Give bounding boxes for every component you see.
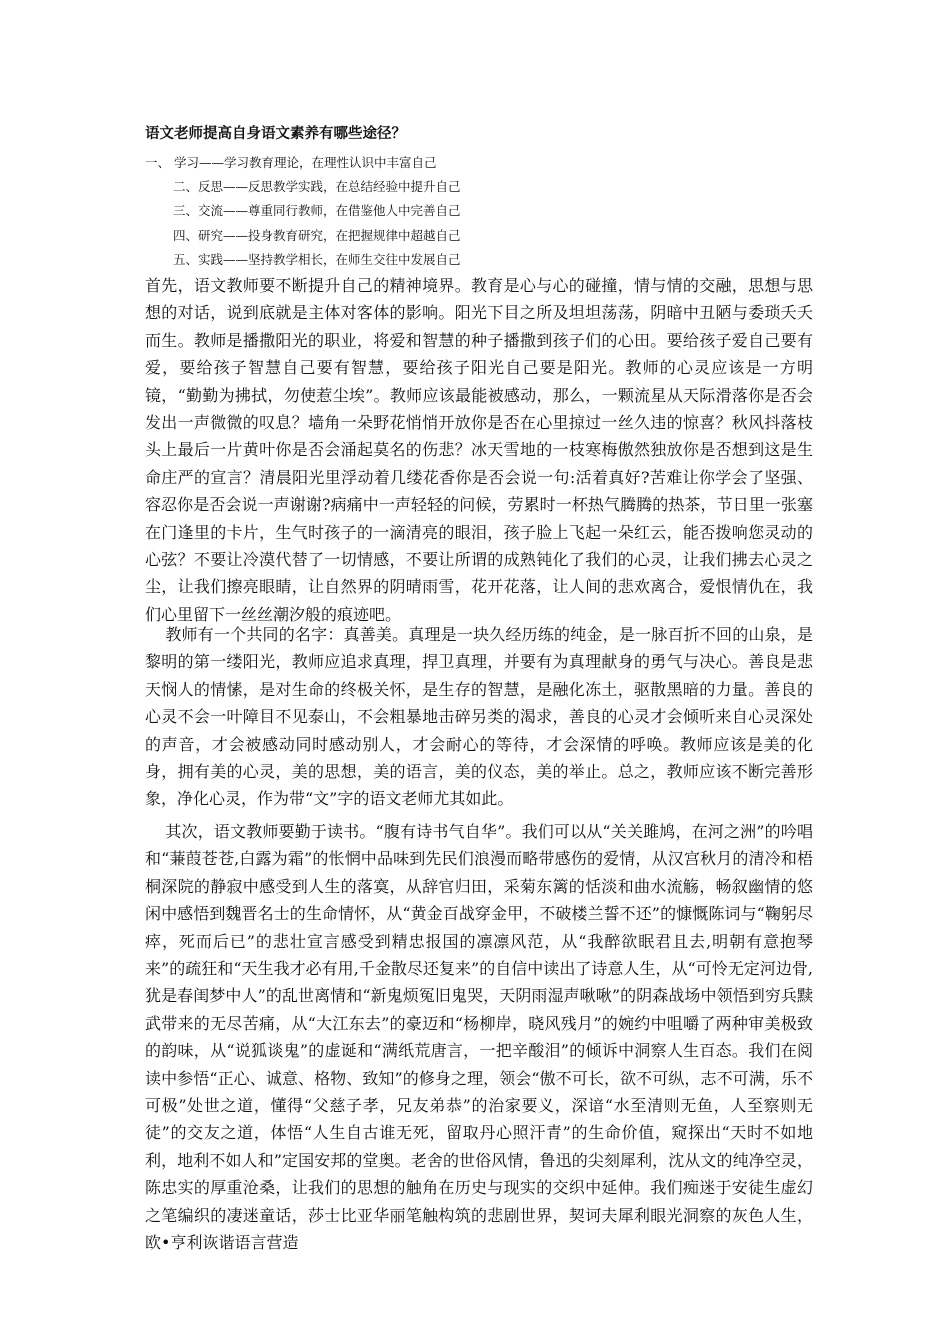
outline-item: 二、反思——反思教学实践，在总结经验中提升自己 <box>173 179 461 195</box>
outline-item: 五、实践——坚持教学相长，在师生交往中发展自己 <box>173 251 461 267</box>
outline-item: 四、研究——投身教育研究，在把握规律中超越自己 <box>173 227 461 243</box>
body-paragraph: 首先，语文教师要不断提升自己的精神境界。教育是心与心的碰撞，情与情的交融，思想与思想的对话，说到底就是主体对客体的影响。阳光下目之所及坦坦荡荡，阴暗中丑陋与委琐夭夭而生。教师是播撒阳光的职业，将爱和智慧的种子播撒到孩子们的心田。要给孩子爱自己要有爱，要给孩子智慧自己要有智慧，要给孩子阳光自己要是阳光。教师的心灵应该是一方明镜，“勤勤为拂拭，勿使惹尘埃”。教师应该最能被感动，那么，一颗流星从天际滑落你是否会发出一声微微的叹息？墙角一朵野花悄悄开放你是否在心里掠过一丝久违的惊喜？秋风抖落枝头上最后一片黄叶你是否会涌起莫名的伤悲？冰天雪地的一枝寒梅傲然独放你是否想到这是生命庄严的宣言？清晨阳光里浮动着几缕花香你是否会说一句:活着真好?苦难让你学会了坚强、容忍你是否会说一声谢谢?病痛中一声轻轻的问候，劳累时一杯热气腾腾的热茶，节日里一张塞在门逢里的卡片，生气时孩子的一滴清亮的眼泪，孩子脸上飞起一朵红云，能否拨响您灵动的心弦？不要让冷漠代替了一切情感，不要让所谓的成熟钝化了我们的心灵，让我们拂去心灵之尘，让我们擦亮眼睛，让自然界的阴晴雨雪，花开花落，让人间的悲欢离合，爱恨情仇在，我们心里留下一丝丝潮汐般的痕迹吧。 <box>145 276 813 624</box>
outline-item: 一、 学习——学习教育理论，在理性认识中丰富自己 <box>145 155 437 170</box>
body-paragraph: 教师有一个共同的名字：真善美。真理是一块久经历练的纯金，是一脉百折不回的山泉，是黎明的第一缕阳光，教师应追求真理，捍卫真理，并要有为真理献身的勇气与决心。善良是悲天悯人的情愫，是对生命的终极关怀，是生存的智慧，是融化冻土，驱散黑暗的力量。善良的心灵不会一叶障目不见泰山，不会粗暴地击碎另类的渴求，善良的心灵才会倾听来自心灵深处的声音，才会被感动同时感动别人，才会耐心的等待，才会深情的呼唤。教师应该是美的化身，拥有美的心灵，美的思想，美的语言，美的仪态，美的举止。总之，教师应该不断完善形象，净化心灵，作为带“文”字的语文老师尤其如此。 <box>145 625 813 809</box>
outline-item: 三、交流——尊重同行教师，在借鉴他人中完善自己 <box>173 203 461 219</box>
body-paragraph: 其次，语文教师要勤于读书。“腹有诗书气自华”。我们可以从“关关雎鸠，在河之洲”的吟唱和“蒹葭苍苍,白露为霜”的怅惘中品味到先民们浪漫而略带感伤的爱情，从汉宫秋月的清冷和梧桐深院的静寂中感受到人生的落寞，从辞官归田，采菊东篱的恬淡和曲水流觞，畅叙幽情的悠闲中感悟到魏晋名士的生命情怀，从“黄金百战穿金甲，不破楼兰誓不还”的慷慨陈词与“鞠躬尽瘁，死而后已”的悲壮宣言感受到精忠报国的凛凛风范，从“我醉欲眠君且去,明朝有意抱琴来”的疏狂和“天生我才必有用,千金散尽还复来”的自信中读出了诗意人生，从“可怜无定河边骨,犹是春闺梦中人”的乱世离情和“新鬼烦冤旧鬼哭，天阴雨湿声啾啾”的阴森战场中领悟到穷兵黩武带来的无尽苦痛，从“大江东去”的豪迈和“杨柳岸，晓风残月”的婉约中咀嚼了两种审美极致的韵味，从“说狐谈鬼”的虚诞和“满纸荒唐言，一把辛酸泪”的倾诉中洞察人生百态。我们在阅读中参悟“正心、诚意、格物、致知”的修身之理，领会“傲不可长，欲不可纵，志不可满，乐不可极”处世之道，懂得“父慈子孝，兄友弟恭”的治家要义，深谙“水至清则无鱼，人至察则无徒”的交友之道，体悟“人生自古谁无死，留取丹心照汗青”的生命价值，窥探出“天时不如地利，地利不如人和”定国安邦的堂奥。老舍的世俗风情，鲁迅的尖刻犀利，沈从文的纯净空灵，陈忠实的厚重沧桑，让我们的思想的触角在历史与现实的交织中延伸。我们痴迷于安徒生虚幻之笔编织的凄迷童话，莎士比亚华丽笔触构筑的悲剧世界，契诃夫犀利眼光洞察的灰色人生，欧•亨利诙谐语言营造 <box>145 822 813 1253</box>
outline-list <box>145 151 805 272</box>
document-title: 语文老师提高自身语文素养有哪些途径？ <box>145 126 406 142</box>
